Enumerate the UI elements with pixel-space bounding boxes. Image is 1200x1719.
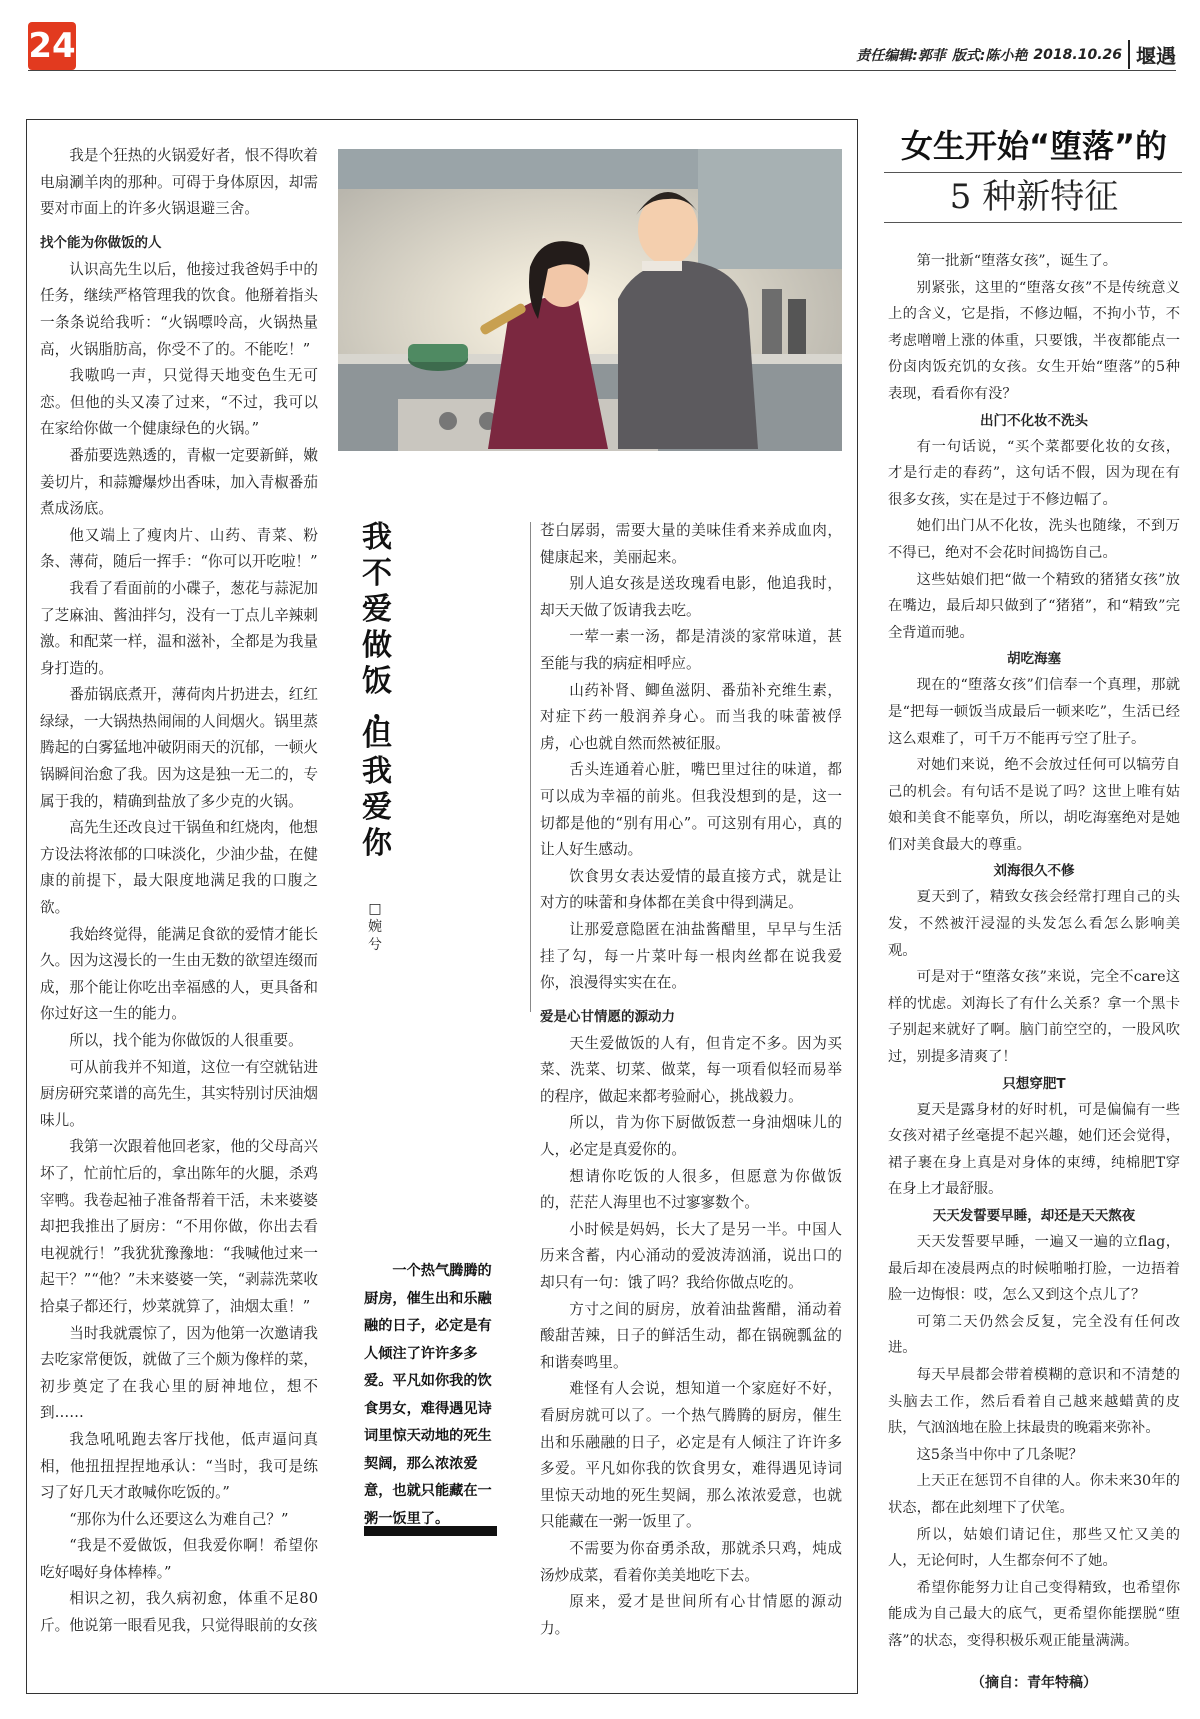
paragraph: 天生爱做饭的人有，但肯定不多。因为买菜、洗菜、切菜、做菜，每一项看似轻而易举的程序，做起来都考验耐心，挑战毅力。: [540, 1034, 842, 1105]
paragraph: “那你为什么还要这么为难自己？”: [69, 1510, 289, 1528]
paragraph: 夏天到了，精致女孩会经常打理自己的头发，不然被汗浸湿的头发怎么看怎么影响美观。: [888, 889, 1180, 959]
paragraph: 认识高先生以后，他接过我爸妈手中的任务，继续严格管理我的饮食。他掰着指头一条条说给我听：“火锅嘌呤高，火锅热量高，火锅脂肪高，你受不了的。不能吃！”: [40, 260, 318, 358]
main-article-title: [352, 520, 402, 862]
section-heading: 刘海很久不修: [993, 863, 1075, 880]
page-header: [856, 40, 1176, 69]
paragraph: 现在的“堕落女孩”们信奉一个真理，那就是“把每一顿饭当成最后一顿来吃”，生活已经这么艰难了，可千万不能再亏空了肚子。: [888, 677, 1180, 747]
paragraph: 原来，爱才是世间所有心甘情愿的源动力。: [540, 1593, 842, 1637]
paragraph: 我急吼吼跑去客厅找他，低声逼问真相，他扭扭捏捏地承认：“当时，我可是练习了好几天才敢喊你吃饭的。”: [40, 1430, 318, 1502]
side-article-title-line-2: 5 种新特征: [949, 177, 1119, 217]
paragraph: 相识之初，我久病初愈，体重不足80斤。他说第一眼看见我，只觉得眼前的女孩: [40, 1590, 318, 1635]
paragraph: 这些姑娘们把“做一个精致的猪猪女孩”放在嘴边，最后却只做到了“猪猪”，和“精致”完全背道而驰。: [888, 571, 1180, 641]
column-divider: [530, 522, 531, 1012]
article-illustration: [338, 149, 842, 451]
section-heading: 找个能为你做饭的人: [40, 234, 162, 251]
byline-char: 兮: [368, 937, 382, 953]
paragraph: 有一句话说，“买个菜都要化妆的女孩，才是行走的春药”，这句话不假，因为现在有很多女孩，实在是过于不修边幅了。: [888, 438, 1180, 508]
paragraph: 所以，肯为你下厨做饭惹一身油烟味儿的人，必定是真爱你的。: [540, 1114, 842, 1159]
paragraph: 我嗷呜一声，只觉得天地变色生无可恋。但他的头又凑了过来，“不过，我可以在家给你做一个健康绿色的火锅。”: [40, 367, 318, 438]
header-rule: [28, 70, 1176, 71]
pull-quote: [364, 1258, 504, 1533]
title-rule: [884, 172, 1182, 173]
paragraph: 第一批新“堕落女孩”，诞生了。: [916, 253, 1118, 269]
title-char: ，: [372, 691, 402, 726]
paragraph: 方寸之间的厨房，放着油盐酱醋，涌动着酸甜苦辣，日子的鲜活生动，都在锅碗瓢盆的和谐奏鸣里。: [540, 1300, 842, 1371]
title-char: 爱: [362, 592, 392, 627]
paragraph: 别人追女孩是送玫瑰看电影，他追我时，却天天做了饭请我去吃。: [540, 575, 842, 619]
side-article-body: [888, 248, 1180, 1655]
paragraph: 我看了看面前的小碟子，葱花与蒜泥加了芝麻油、酱油拌匀，没有一丁点儿辛辣刺激。和配菜一样，温和滋补，全都是为我量身打造的。: [40, 579, 318, 677]
paragraph: 所以，找个能为你做饭的人很重要。: [69, 1032, 303, 1049]
paragraph: 番茄锅底煮开，薄荷肉片扔进去，红红绿绿，一大锅热热闹闹的人间烟火。锅里蒸腾起的白雾猛地冲破阴雨天的沉郁，一顿火锅瞬间治愈了我。因为这是独一无二的，专属于我的，精确到盐放了多少克的火锅。: [40, 686, 318, 810]
byline: [362, 900, 388, 954]
pull-quote-text: 一个热气腾腾的厨房，催生出和乐融融的日子，必定是有人倾注了许许多多爱。平凡如你我的饮食男女，难得遇见诗词里惊天动地的死生契阔，那么浓浓爱意，也就只能藏在一粥一饭里了。: [364, 1263, 492, 1527]
paragraph: 当时我就震惊了，因为他第一次邀请我去吃家常便饭，就做了三个颇为像样的菜，初步奠定了在我心里的厨神地位，想不到……: [40, 1324, 318, 1422]
paragraph: 别紧张，这里的“堕落女孩”不是传统意义上的含义，它是指，不修边幅，不拘小节，不考虑噌噌上涨的体重，只要饿，半夜都能点一份卤肉饭充饥的女孩。女生开始“堕落”的5种表现，看看你有没？: [888, 279, 1180, 402]
paragraph: 所以，姑娘们请记住，那些又忙又美的人，无论何时，人生都奈何不了她。: [888, 1526, 1180, 1570]
byline-mark: □: [368, 901, 382, 917]
paragraph: 可是对于“堕落女孩”来说，完全不care这样的忧虑。刘海长了有什么关系？拿一个黑卡子别起来就好了啊。脑门前空空的，一股风吹过，别提多清爽了！: [888, 969, 1180, 1066]
title-char: 不: [362, 556, 392, 591]
side-article-source-wrap: [888, 1668, 1180, 1697]
section-heading: 天天发誓要早睡，却还是天天熬夜: [932, 1208, 1136, 1224]
paragraph: “我是不爱做饭，但我爱你啊！希望你吃好喝好身体棒棒。”: [40, 1537, 318, 1581]
title-char: 做: [362, 628, 392, 663]
paragraph: 对她们来说，绝不会放过任何可以犒劳自己的机会。有句话不是说了吗？这世上唯有姑娘和美食不能辜负，所以，胡吃海塞绝对是她们对美食最大的尊重。: [888, 757, 1180, 853]
paragraph: 小时候是妈妈，长大了是另一半。中国人历来含蓄，内心涌动的爱波涛汹涌，说出口的却只有一句：饿了吗？我给你做点吃的。: [540, 1220, 842, 1292]
paragraph: 夏天是露身材的好时机，可是偏偏有一些女孩对裙子丝毫提不起兴趣，她们还会觉得，裙子裹在身上真是对身体的束缚，纯棉肥T穿在身上才最舒服。: [888, 1101, 1180, 1198]
paragraph: 饮食男女表达爱情的最直接方式，就是让对方的味蕾和身体都在美食中得到满足。: [540, 867, 842, 912]
paragraph: 可第二天仍然会反复，完全没有任何改进。: [888, 1313, 1180, 1357]
title-char: 我: [362, 754, 392, 789]
paragraph: 这5条当中你中了几条呢？: [916, 1446, 1083, 1463]
paragraph: 舌头连通着心脏，嘴巴里过往的味道，都可以成为幸福的前兆。但我没想到的是，这一切都是他的“别有用心”。可这别有用心，真的让人好生感动。: [540, 761, 842, 859]
couple-kitchen-illustration: [338, 149, 842, 451]
title-char: 我: [362, 520, 392, 555]
paragraph: 难怪有人会说，想知道一个家庭好不好，看厨房就可以了。一个热气腾腾的厨房，催生出和乐融融的日子，必定是有人倾注了许许多多爱。平凡如你我的饮食男女，难得遇见诗词里惊天动地的死生契阔，那么浓浓爱意，也就只能藏在一粥一饭里了。: [540, 1380, 842, 1531]
pull-quote-bar: [364, 1526, 497, 1536]
side-article-title-line-1: 女生开始“堕落”的: [900, 127, 1168, 165]
title-char: 你: [362, 826, 392, 861]
page-number-badge: 24: [28, 22, 76, 70]
paragraph: 我第一次跟着他回老家，他的父母高兴坏了，忙前忙后的，拿出陈年的火腿，杀鸡宰鸭。我卷起袖子准备帮着干活，未来婆婆却把我推出了厨房：“不用你做，你出去看电视就行！”我犹犹豫豫地：“我喊他过来一起干？”“他？”未来婆婆一笑，“剥蒜洗菜收拾桌子都还行，炒菜就算了，油烟太重！”: [40, 1138, 318, 1315]
paragraph: 她们出门从不化妆，洗头也随缘，不到万不得已，绝对不会花时间捣饬自己。: [888, 518, 1180, 561]
paragraph: 山药补肾、鲫鱼滋阴、番茄补充维生素，对症下药一般润养身心。而当我的味蕾被俘虏，心也就自然而然被征服。: [540, 681, 842, 752]
main-article-column-1: [40, 143, 318, 1640]
paragraph: 一荤一素一汤，都是清淡的家常味道，甚至能与我的病症相呼应。: [540, 628, 842, 672]
paragraph: 想请你吃饭的人很多，但愿意为你做饭的，茫茫人海里也不过寥寥数个。: [540, 1167, 842, 1212]
header-editor: 责任编辑:郭菲: [856, 47, 946, 64]
header-layout: 版式:陈小艳: [951, 47, 1028, 64]
section-heading: 爱是心甘情愿的源动力: [540, 1008, 675, 1025]
paragraph: 高先生还改良过干锅鱼和红烧肉，他想方设法将浓郁的口味淡化，少油少盐，在健康的前提下，最大限度地满足我的口腹之欲。: [40, 819, 318, 917]
paragraph: 不需要为你奋勇杀敌，那就杀只鸡，炖成汤炒成菜，看着你美美地吃下去。: [540, 1539, 842, 1584]
main-article-column-2: [540, 518, 842, 1642]
header-date: 2018.10.26: [1033, 46, 1122, 63]
section-heading: 胡吃海塞: [1007, 651, 1061, 668]
title-char: 爱: [362, 790, 392, 825]
paragraph: 我是个狂热的火锅爱好者，恨不得吹着电扇涮羊肉的那种。可碍于身体原因，却需要对市面上的许多火锅退避三舍。: [40, 147, 318, 218]
title-rule: [884, 222, 1182, 223]
section-heading: 只想穿肥T: [1002, 1075, 1066, 1092]
side-article-source: （摘自：青年特稿）: [971, 1675, 1097, 1691]
paragraph: 希望你能努力让自己变得精致，也希望你能成为自己最大的底气，更希望你能摆脱“堕落”的状态，变得积极乐观正能量满满。: [888, 1579, 1180, 1649]
paragraph: 上天正在惩罚不自律的人。你未来30年的状态，都在此刻埋下了伏笔。: [888, 1473, 1180, 1516]
title-char: 饭: [362, 664, 392, 699]
title-char: 但: [362, 718, 392, 753]
header-section: 堰遇: [1128, 40, 1176, 69]
paragraph: 我始终觉得，能满足食欲的爱情才能长久。因为这漫长的一生由无数的欲望连缀而成，那个能让你吃出幸福感的人，更具备和你过好这一生的能力。: [40, 925, 318, 1023]
paragraph: 番茄要选熟透的，青椒一定要新鲜，嫩姜切片，和蒜瓣爆炒出香味，加入青椒番茄煮成汤底。: [40, 446, 318, 518]
byline-char: 婉: [368, 919, 382, 935]
paragraph: 让那爱意隐匿在油盐酱醋里，早早与生活挂了勾，每一片菜叶每一根肉丝都在说我爱你，浪漫得实实在在。: [540, 920, 842, 992]
paragraph: 可从前我并不知道，这位一有空就钻进厨房研究菜谱的高先生，其实特别讨厌油烟味儿。: [40, 1058, 318, 1129]
paragraph: 每天早晨都会带着模糊的意识和不清楚的头脑去工作，然后看着自己越来越蜡黄的皮肤，气汹汹地在脸上抹最贵的晚霜来弥补。: [888, 1366, 1180, 1437]
paragraph: 苍白孱弱，需要大量的美味佳肴来养成血肉，健康起来，美丽起来。: [540, 522, 842, 566]
section-heading: 出门不化妆不洗头: [980, 412, 1088, 429]
paragraph: 他又端上了瘦肉片、山药、青菜、粉条、薄荷，随后一挥手：“你可以开吃啦！”: [40, 526, 318, 571]
paragraph: 天天发誓要早睡，一遍又一遍的立flag，最后却在凌晨两点的时候啪啪打脸，一边捂着脸一边悔恨：哎，怎么又到这个点儿了？: [888, 1234, 1180, 1304]
